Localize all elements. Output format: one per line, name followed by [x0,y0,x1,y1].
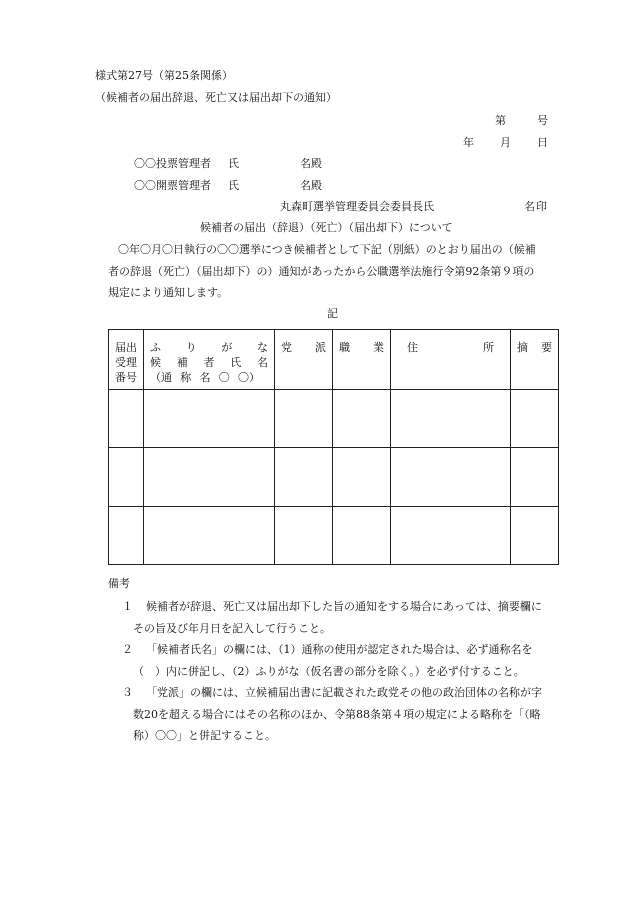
header-text: ふ [150,341,161,354]
note-line: その旨及び年月日を記入して行うこと。 [133,622,331,635]
table-cell[interactable] [144,390,275,448]
addressee-role: 〇〇開票管理者 [134,179,211,192]
header-text: 摘 [517,341,528,354]
table-cell[interactable] [391,390,511,448]
date-year-label: 年 [463,136,474,149]
header-text: 名 [257,356,268,369]
table-cell[interactable] [391,506,511,564]
body-line: 者の辞退（死亡）（届出却下）の）通知があったから公職選挙法施行令第92条第９項の [108,265,535,278]
table-cell[interactable] [511,448,559,506]
document-title: 候補者の届出（辞退）（死亡）（届出却下）について [200,221,453,234]
header-text: 党 [281,341,292,354]
addressee-shi: 氏 [228,157,239,170]
form-number: 様式第27号（第25条関係） [95,69,233,82]
body-line: 規定により通知します。 [108,286,229,299]
date-month-label: 月 [500,136,511,149]
header-receipt-number [109,330,144,390]
header-text: 所 [483,341,494,354]
header-text: 者 [203,356,215,369]
date-day-label: 日 [537,136,548,149]
header-text: り [185,341,197,354]
table-cell[interactable] [144,448,275,506]
document-number-suffix: 号 [537,114,548,127]
note-line: 「候補者氏名」の欄には、（1）通称の使用が認定された場合は、必ず通称名を [146,643,533,656]
table-cell[interactable] [275,448,333,506]
form-subtitle: （候補者の届出辞退、死亡又は届出却下の通知） [95,91,337,104]
header-text: 〇 [218,371,230,384]
addressee-dono: 名殿 [300,157,322,170]
note-number: １ [122,600,133,613]
addressee-role: 〇〇投票管理者 [134,157,211,170]
table-header-row [109,330,559,390]
note-line: 称）〇〇」と併記すること。 [133,729,276,742]
header-text: 業 [373,341,384,354]
table-cell[interactable] [275,506,333,564]
table-row [109,390,559,448]
table-cell[interactable] [511,390,559,448]
header-text: 番号 [115,371,137,384]
header-party [275,330,333,390]
table-cell[interactable] [109,390,144,448]
header-text: 受理 [115,356,137,369]
addressee-shi: 氏 [228,179,239,192]
table-cell[interactable] [391,448,511,506]
header-text: 〇） [238,371,260,384]
note-number: ３ [122,686,133,699]
table-row [109,448,559,506]
table-cell[interactable] [511,506,559,564]
table-cell[interactable] [333,390,391,448]
sender-shi: 氏 [423,200,434,213]
header-text: （通 [150,371,172,384]
note-line: 候補者が辞退、死亡又は届出却下した旨の通知をする場合にあっては、摘要欄に [146,600,542,613]
note-number: ２ [122,643,133,656]
header-text: 届出 [115,341,137,354]
seal-mark: 印 [536,200,547,213]
table-row [109,506,559,564]
header-text: 氏 [230,356,242,369]
header-text: 補 [176,356,188,369]
header-candidate-name [144,330,275,390]
note-line: 数20を超える場合にはその名称のほか、令第88条第４項の規定による略称を「（略 [133,708,541,721]
header-remarks [511,330,559,390]
table-cell[interactable] [275,390,333,448]
sender-name: 名 [524,200,535,213]
header-address [391,330,511,390]
header-text: な [256,341,268,354]
header-text: 称 [180,371,192,384]
sender-title: 丸森町選挙管理委員会委員長 [280,200,423,213]
header-text: 候 [150,356,161,369]
header-text: 職 [339,341,350,354]
header-text: 住 [407,341,418,354]
table-cell[interactable] [109,448,144,506]
notification-table [108,329,559,565]
header-text: 名 [199,371,211,384]
header-text: が [221,341,233,354]
notes-heading: 備考 [108,577,130,590]
header-occupation [333,330,391,390]
body-line: 〇年〇月〇日執行の〇〇選挙につき候補者として下記（別紙）のとおり届出の（候補 [118,243,536,256]
addressee-dono: 名殿 [300,179,322,192]
table-cell[interactable] [333,448,391,506]
ki-label: 記 [327,307,338,320]
document-number-label: 第 [495,114,506,127]
note-line: （ ）内に併記し、（2）ふりがな（仮名書の部分を除く。）を必ず付すること。 [133,665,525,678]
note-line: 「党派」の欄には、立候補届出書に記載された政党その他の政治団体の名称が字 [146,686,542,699]
table-cell[interactable] [333,506,391,564]
table-cell[interactable] [109,506,144,564]
header-text: 派 [315,341,326,354]
header-text: 要 [541,341,552,354]
table-cell[interactable] [144,506,275,564]
